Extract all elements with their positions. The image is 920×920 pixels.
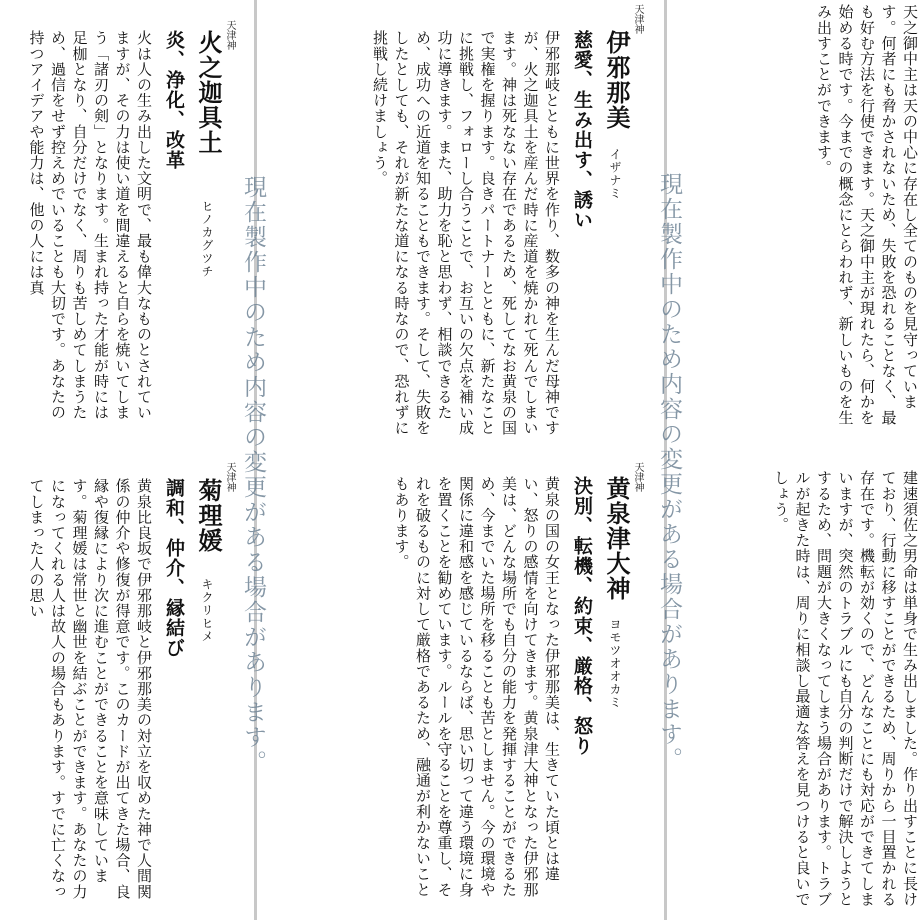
yomotsuookami-category: 天津神: [632, 462, 643, 492]
watermark-right: 現在製作中のため内容の変更がある場合があります。: [656, 172, 682, 772]
watermark-left: 現在製作中のため内容の変更がある場合があります。: [240, 175, 266, 775]
amenominakanushi-body: 天之御中主は天の中心に存在し全てのものを見守っています。何者にも脅かされないため、失敗を恐れることなく、最も好む方法を行使できます。天之御中主が現れたら、何かを始める時です。今までの概念にとらわれず、新しいものを生み出すことができます。: [815, 4, 919, 426]
yomotsuookami-reading: ヨモツオオカミ: [608, 618, 622, 709]
yomotsuookami-keywords: 決別、転機、約束、厳格、怒り: [571, 476, 593, 756]
kukurihime-reading: キクリヒメ: [200, 578, 214, 643]
izanami-category: 天津神: [632, 4, 643, 34]
kukurihime-keywords: 調和、仲介、縁結び: [163, 478, 185, 658]
hinokagutsuchi-reading: ヒノカグツチ: [200, 200, 214, 278]
hinokagutsuchi-body: 火は人の生み出した文明で、最も偉大なものとされていますが、その力は使い道を間違えると自らを焼いてしまう「諸刃の剣」となります。生まれ持った才能が時には足枷となり、自分だけでなく、周りも苦しめてしまうため、過信をせず控えめでいることも大切です。あなたの持つアイデアや能力は、他の人には真: [27, 30, 153, 420]
hinokagutsuchi-category: 天津神: [224, 20, 235, 50]
hinokagutsuchi-title: 火之迦具土: [194, 30, 223, 155]
izanami-body: 伊邪那岐とともに世界を作り、数多の神を生んだ母神ですが、火之迦具土を産んだ時に産道を焼かれて死んでしまいます。神は死なない存在であるため、死してなお黄泉の国で実権を握ります。良きパートナーとともに、新たなことに挑戦し、フォローし合うことで、お互いの欠点を補い成功に導きます。また、助力を恥と思わず、相談できるため、成功への近道を知ることもできます。そして、失敗をしたとしても、それが新たな道になる時なので、恐れずに挑戦し続けましょう。: [371, 30, 561, 436]
izanami-title: 伊邪那美: [602, 30, 631, 130]
susanoo-body: 建速須佐之男命は単身で生み出しました。作り出すことに長けており、行動に移すことができるため、周りから一目置かれる存在です。機転が効くので、どんなことにも対応ができてしまいますが、突然のトラブルにも自分の判断だけで解決しようとするため、問題が大きくなってしまう場合があります。トラブルが起きた時は、周りに相談し最適な答えを見つけると良いでしょう。: [772, 470, 919, 907]
kukurihime-title: 菊理媛: [194, 478, 223, 553]
yomotsuookami-title: 黄泉津大神: [602, 476, 631, 601]
izanami-reading: イザナミ: [608, 148, 622, 200]
kukurihime-body: 黄泉比良坂で伊邪那岐と伊邪那美の対立を収めた神で人間関係の仲介や修復が得意です。このカードが出てきた場合、良縁や復縁により次に進むことができることを意味しています。菊理媛は常世と幽世を結ぶことができます。あなたの力になってくれる人は故人の場合もあります。すでに亡くなってしまった人の思い: [27, 478, 153, 900]
hinokagutsuchi-keywords: 炎、浄化、改革: [163, 30, 185, 170]
izanami-keywords: 慈愛、生み出す、誘い: [571, 30, 593, 230]
yomotsuookami-body: 黄泉の国の女王となった伊邪那美は、生きていた頃とは違い、怒りの感情を向けてきます。黄泉津大神となった伊邪那美は、どんな場所でも自分の能力を発揮することができるため、今までいた場所を移ることも苦としません。今の環境や関係に違和感を感じているならば、思い切って違う環境に身を置くことを勧めています。ルールを守ることを尊重し、それを破るものに対して厳格であるため、融通が利かないこともあります。: [392, 476, 561, 898]
kukurihime-category: 天津神: [224, 462, 235, 492]
